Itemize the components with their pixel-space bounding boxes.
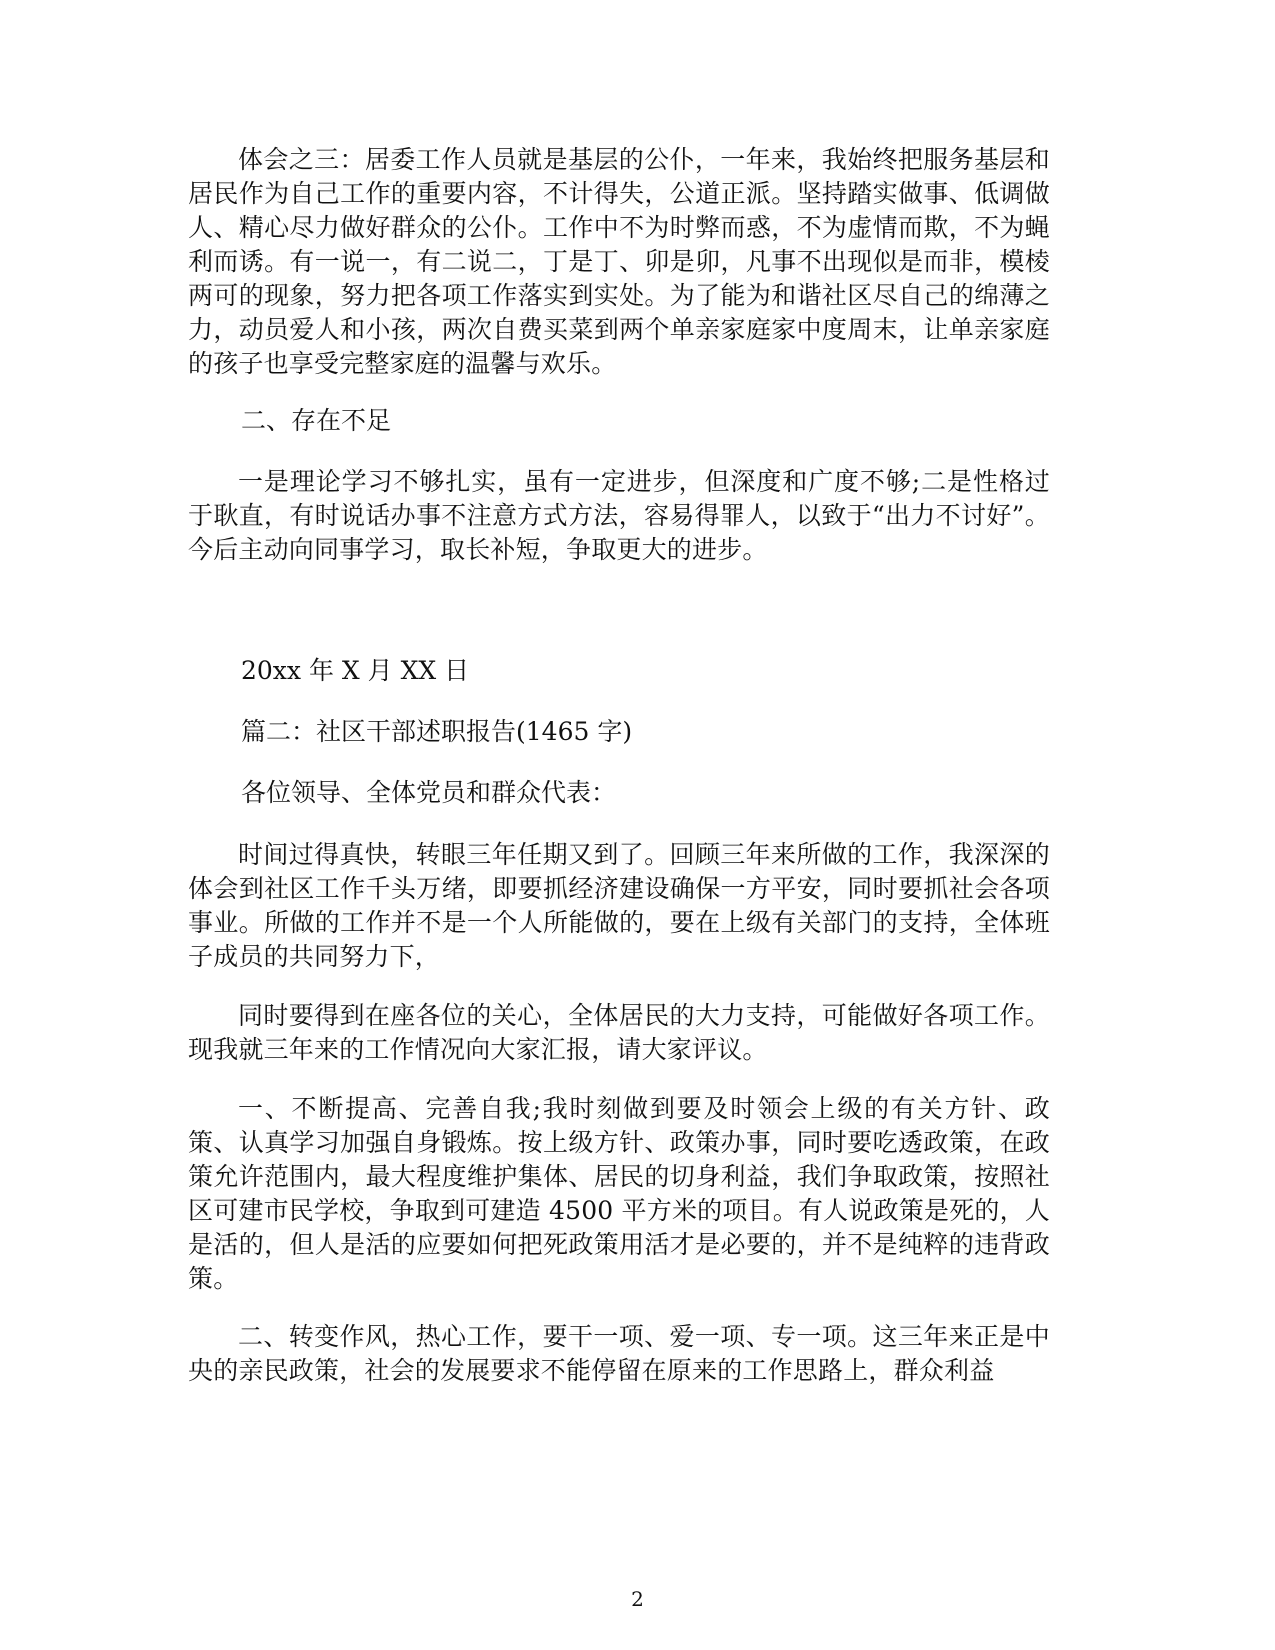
heading-shortcomings: 二、存在不足 xyxy=(241,406,392,435)
paragraph-change-style: 二、转变作风，热心工作，要干一项、爱一项、专一项。这三年来正是中央的亲民政策，社会的发展要求不能停留在原来的工作思路上，群众利益 xyxy=(188,1322,1050,1385)
paragraph-time-flies: 时间过得真快，转眼三年任期又到了。回顾三年来所做的工作，我深深的体会到社区工作千头万绪，即要抓经济建设确保一方平安，同时要抓社会各项事业。所做的工作并不是一个人所能做的，要在上级有关部门的支持，全体班子成员的共同努力下， xyxy=(188,840,1050,971)
page-number: 2 xyxy=(631,1587,644,1611)
date-line: 20xx 年 X 月 XX 日 xyxy=(241,656,470,685)
paragraph-shortcomings: 一是理论学习不够扎实，虽有一定进步，但深度和广度不够;二是性格过于耿直，有时说话办事不注意方式方法，容易得罪人，以致于“出力不讨好”。今后主动向同事学习，取长补短，争取更大的进步。 xyxy=(188,467,1050,564)
section-title-part-two: 篇二：社区干部述职报告(1465 字) xyxy=(241,717,633,746)
salutation: 各位领导、全体党员和群众代表： xyxy=(241,778,617,807)
paragraph-self-improvement: 一、不断提高、完善自我;我时刻做到要及时领会上级的有关方针、政策、认真学习加强自身锻炼。按上级方针、政策办事，同时要吃透政策，在政策允许范围内，最大程度维护集体、居民的切身利益，我们争取政策，按照社区可建市民学校，争取到可建造 4500 平方米的项目。有人说政策是死的，人是活的，但人是活的应要如何把死政策用活才是必要的，并不是纯粹的违背政策。 xyxy=(188,1094,1050,1293)
paragraph-report-intro: 同时要得到在座各位的关心，全体居民的大力支持，可能做好各项工作。现我就三年来的工作情况向大家汇报，请大家评议。 xyxy=(188,1001,1050,1064)
paragraph-experience-three: 体会之三：居委工作人员就是基层的公仆，一年来，我始终把服务基层和居民作为自己工作的重要内容，不计得失，公道正派。坚持踏实做事、低调做人、精心尽力做好群众的公仆。工作中不为时弊而惑，不为虚情而欺，不为蝇利而诱。有一说一，有二说二，丁是丁、卯是卯，凡事不出现似是而非，模棱两可的现象，努力把各项工作落实到实处。为了能为和谐社区尽自己的绵薄之力，动员爱人和小孩，两次自费买菜到两个单亲家庭家中度周末，让单亲家庭的孩子也享受完整家庭的温馨与欢乐。 xyxy=(188,145,1050,378)
